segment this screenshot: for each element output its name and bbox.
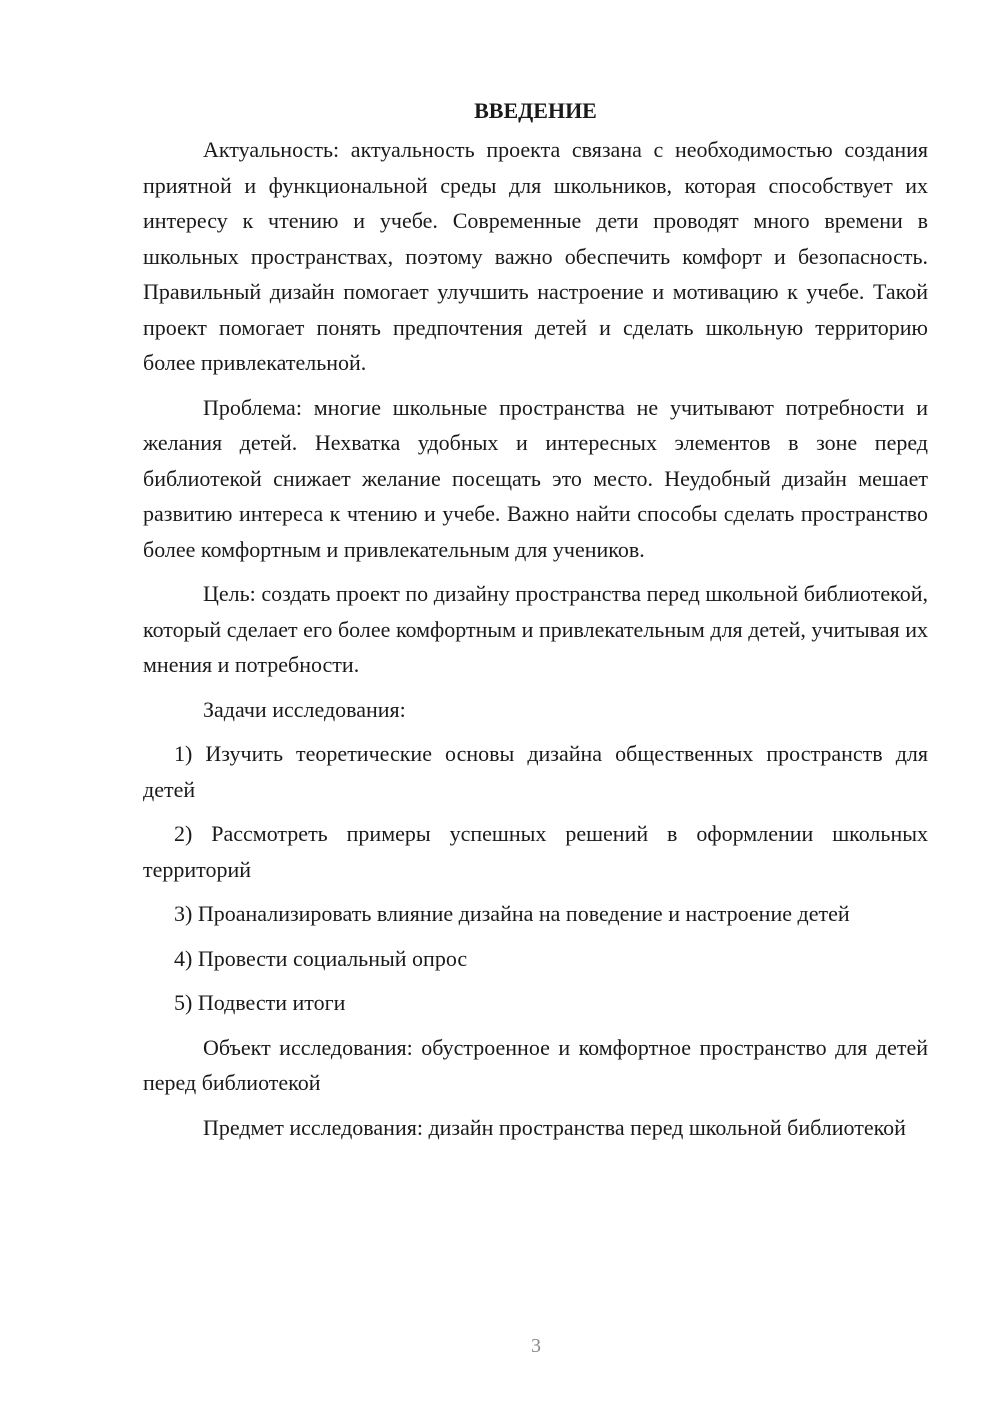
task-item-1: 1) Изучить теоретические основы дизайна общественных пространств для детей (143, 741, 928, 802)
subject-paragraph: Предмет исследования: дизайн пространства перед школьной библиотекой (203, 1114, 906, 1140)
tasks-title: Задачи исследования: (203, 696, 406, 722)
task-item-5: 5) Подвести итоги (174, 990, 346, 1015)
task-item-3: 3) Проанализировать влияние дизайна на поведение и настроение детей (174, 901, 850, 926)
object-paragraph: Объект исследования: обустроенное и комфортное пространство для детей перед библиотекой (143, 1034, 928, 1095)
relevance-paragraph: Актуальность: актуальность проекта связана с необходимостью создания приятной и функциональной среды для школьников, которая способствует их интересу к чтению и учебе. Современные дети проводят много времени в школьных пространствах, поэтому важно обеспечить комфорт и безопасность. Правильный дизайн помогает улучшить настроение и мотивацию к учебе. Такой проект помогает понять предпочтения детей и сделать школьную территорию более привлекательной. (143, 137, 928, 375)
problem-paragraph: Проблема: многие школьные пространства не учитывают потребности и желания детей. Нехватка удобных и интересных элементов в зоне перед библиотекой снижает желание посещать это место. Неудобный дизайн мешает развитию интереса к чтению и учебе. Важно найти способы сделать пространство более комфортным и привлекательным для учеников. (143, 394, 928, 562)
goal-paragraph: Цель: создать проект по дизайну пространства перед школьной библиотекой, который сделает его более комфортным и привлекательным для детей, учитывая их мнения и потребности. (143, 581, 928, 677)
section-heading: ВВЕДЕНИЕ (474, 98, 597, 123)
task-item-4: 4) Провести социальный опрос (174, 945, 468, 971)
page-content (143, 93, 928, 1154)
task-item-2: 2) Рассмотреть примеры успешных решений в оформлении школьных территорий (143, 821, 928, 882)
page-number: 3 (531, 1335, 541, 1357)
